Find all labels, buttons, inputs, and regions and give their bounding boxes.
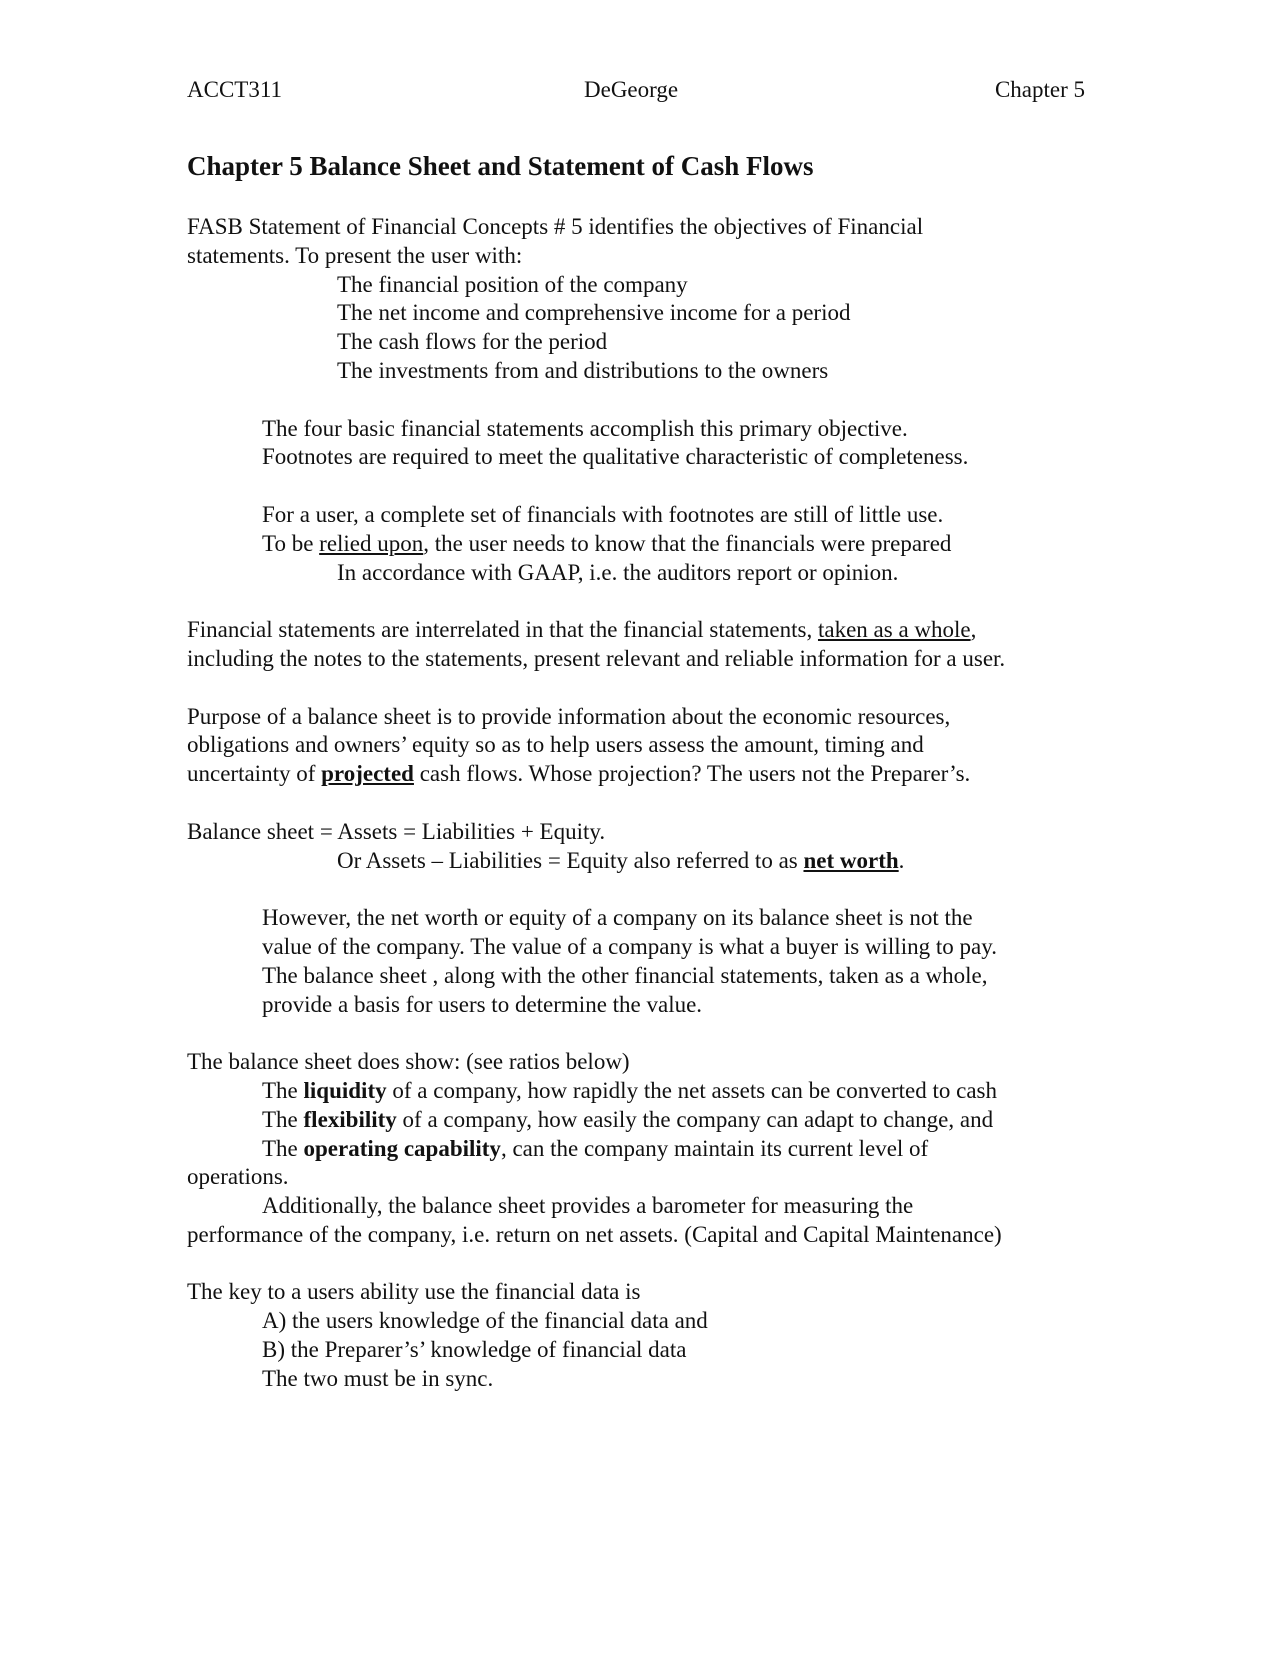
reliance-paragraph: [187, 501, 1087, 587]
objectives-intro-line-2: statements. To present the user with:: [187, 242, 523, 268]
reliance-line-1: For a user, a complete set of financials with footnotes are still of little use.: [262, 501, 944, 527]
shows-item-3-post: , can the company maintain its current level of: [500, 1135, 929, 1161]
key-item-b: B) the Preparer’s’ knowledge of financial data: [262, 1337, 687, 1363]
objectives-intro-line-1: FASB Statement of Financial Concepts # 5 identifies the objectives of Financial: [187, 214, 924, 239]
purpose-line-1: Purpose of a balance sheet is to provide information about the economic resources,: [187, 703, 951, 729]
shows-item-liquidity: [187, 1077, 1087, 1106]
value-line-3: The balance sheet , along with the other financial statements, taken as a whole,: [262, 962, 988, 988]
shows-item-1-post: of a company, how rapidly the net assets can be converted to cash: [386, 1077, 997, 1103]
equation-line-1: Balance sheet = Assets = Liabilities + Equity.: [187, 818, 606, 844]
header-chapter: Chapter 5: [994, 77, 1085, 102]
reliance-line-2-post: , the user needs to know that the financials were prepared: [423, 530, 952, 556]
shows-item-2-pre: The: [262, 1106, 304, 1132]
shows-item-3-continuation: operations.: [187, 1164, 289, 1190]
net-worth-emphasis: net worth: [803, 847, 899, 873]
operating-capability-term: operating capability: [303, 1135, 501, 1161]
interrelated-line-1: [187, 616, 1087, 645]
four-statements-line-1: The four basic financial statements accomplish this primary objective.: [262, 415, 908, 441]
equation-line-2-post: .: [898, 847, 905, 873]
objectives-paragraph: [187, 213, 1087, 386]
shows-item-operating-capability: [187, 1135, 1087, 1164]
header-instructor: DeGeorge: [584, 77, 679, 102]
purpose-line-3-post: cash flows. Whose projection? The users not the Preparer’s.: [413, 761, 971, 787]
key-paragraph: [187, 1278, 1087, 1393]
projected-emphasis: projected: [321, 761, 414, 787]
objective-item: The investments from and distributions to the owners: [337, 357, 829, 383]
equation-paragraph: [187, 818, 1087, 876]
reliance-line-2: [187, 530, 1087, 559]
interrelated-paragraph: [187, 616, 1087, 674]
purpose-line-2: obligations and owners’ equity so as to help users assess the amount, timing and: [187, 732, 924, 758]
objective-item: The financial position of the company: [337, 271, 688, 297]
value-line-2: value of the company. The value of a company is what a buyer is willing to pay.: [262, 933, 997, 959]
key-closing: The two must be in sync.: [262, 1365, 494, 1391]
taken-as-whole-emphasis: taken as a whole: [817, 617, 971, 643]
interrelated-line-1-post: ,: [970, 617, 977, 643]
liquidity-term: liquidity: [303, 1077, 387, 1103]
relied-upon-emphasis: relied upon: [319, 530, 424, 556]
header-course: ACCT311: [187, 77, 282, 102]
page-title: Chapter 5 Balance Sheet and Statement of Cash Flows: [187, 151, 814, 181]
interrelated-line-2: including the notes to the statements, present relevant and reliable information for a user.: [187, 645, 1006, 671]
key-item-a: A) the users knowledge of the financial data and: [262, 1308, 708, 1334]
purpose-paragraph: [187, 703, 1087, 789]
value-paragraph: [187, 904, 1087, 1019]
shows-item-flexibility: [187, 1106, 1087, 1135]
document-body: [187, 213, 1087, 1422]
equation-line-2-pre: Or Assets – Liabilities = Equity also referred to as: [337, 847, 804, 873]
shows-additional-line-1: Additionally, the balance sheet provides a barometer for measuring the: [262, 1193, 914, 1219]
reliance-line-3: In accordance with GAAP, i.e. the auditors report or opinion.: [337, 559, 899, 585]
purpose-line-3: [187, 760, 1087, 789]
shows-item-2-post: of a company, how easily the company can adapt to change, and: [396, 1106, 994, 1132]
value-line-1: However, the net worth or equity of a company on its balance sheet is not the: [262, 905, 973, 931]
flexibility-term: flexibility: [303, 1106, 397, 1132]
key-intro: The key to a users ability use the financial data is: [187, 1279, 641, 1305]
shows-intro: The balance sheet does show: (see ratios below): [187, 1049, 630, 1075]
purpose-line-3-pre: uncertainty of: [187, 761, 322, 787]
page-header: [187, 76, 1085, 106]
four-statements-paragraph: [187, 415, 1087, 473]
value-line-4: provide a basis for users to determine the value.: [262, 991, 703, 1017]
equation-line-2: [187, 847, 1087, 876]
objective-item: The net income and comprehensive income for a period: [337, 300, 851, 326]
shows-additional-line-2: performance of the company, i.e. return on net assets. (Capital and Capital Maintenance): [187, 1221, 1002, 1247]
objective-item: The cash flows for the period: [337, 329, 608, 355]
shows-item-1-pre: The: [262, 1077, 304, 1103]
shows-paragraph: [187, 1048, 1087, 1250]
four-statements-line-2: Footnotes are required to meet the qualitative characteristic of completeness.: [262, 444, 969, 470]
interrelated-line-1-pre: Financial statements are interrelated in that the financial statements,: [187, 617, 818, 643]
reliance-line-2-pre: To be: [262, 530, 320, 556]
shows-item-3-pre: The: [262, 1135, 304, 1161]
